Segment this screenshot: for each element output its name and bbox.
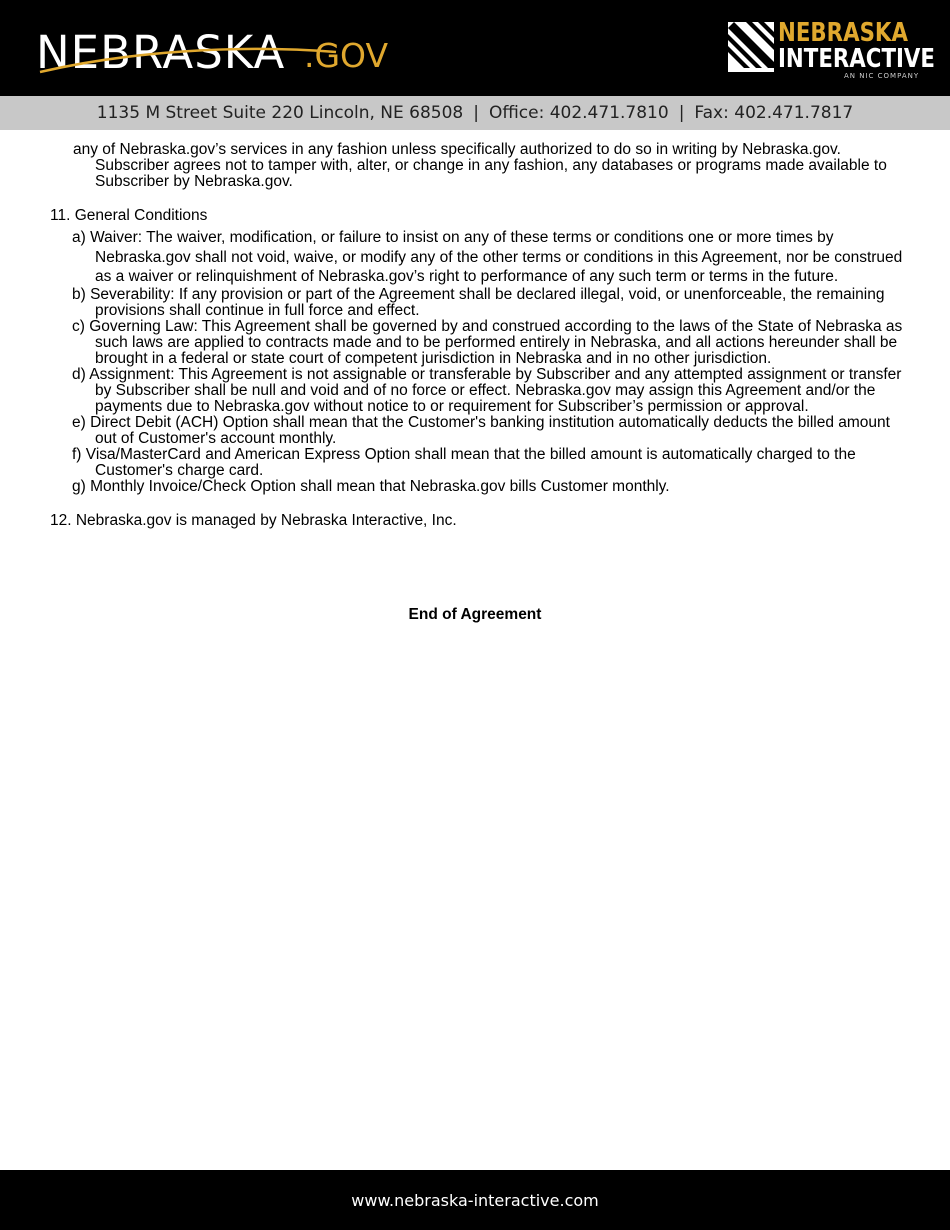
nebraska-interactive-logo [728, 18, 935, 84]
clause-assignment: d) Assignment: This Agreement is not assignable or transferable by Subscriber and any attempted assignment or transfer by Subscriber shall be null and void and of no force or effect. Nebraska.gov may assign this Agreement and/or the payments due to Nebraska.gov without notice to or requirement for Subscriber’s permission or approval. [72, 365, 902, 415]
letterhead-header [0, 0, 950, 96]
partner-name-line2: INTERACTIVE [778, 44, 935, 74]
stripe-mark-icon [728, 22, 774, 72]
street-address: 1135 M Street Suite 220 Lincoln, NE 68508 [96, 103, 464, 123]
partner-name-line1: NEBRASKA [778, 18, 908, 48]
office-phone: Office: 402.471.7810 [488, 103, 669, 123]
section-11-heading: 11. General Conditions [50, 207, 208, 224]
end-of-agreement: End of Agreement [408, 606, 542, 623]
fax-number: Fax: 402.471.7817 [694, 103, 854, 123]
address-bar [0, 96, 950, 130]
website-url: www.nebraska-interactive.com [351, 1190, 599, 1210]
clause-waiver: a) Waiver: The waiver, modification, or failure to insist on any of these terms or conditions one or more times by Nebraska.gov shall not void, waive, or modify any of the other terms or conditions in this Agreement, nor be construed as a waiver or relinquishment of Nebraska.gov’s right to performance of any such term or terms in the future. [72, 229, 903, 285]
nebraska-gov-logo [36, 22, 416, 78]
clause-severability: b) Severability: If any provision or part of the Agreement shall be declared illegal, void, or unenforceable, the remaining provisions shall continue in full force and effect. [72, 285, 885, 319]
clause-governing-law: c) Governing Law: This Agreement shall be governed by and construed according to the laws of the State of Nebraska as such laws are applied to contracts made and to be performed entirely in Nebraska, and all actions hereunder shall be brought in a federal or state court of competent jurisdiction in Nebraska and in no other jurisdiction. [72, 317, 903, 367]
separator: | [678, 103, 685, 123]
letterhead-footer [0, 1170, 950, 1230]
partner-tagline: AN NIC COMPANY [844, 72, 920, 80]
clause-card-option: f) Visa/MasterCard and American Express Option shall mean that the billed amount is automatically charged to the Customer's charge card. [72, 445, 856, 479]
section-12: 12. Nebraska.gov is managed by Nebraska Interactive, Inc. [50, 511, 457, 529]
clause-invoice-option: g) Monthly Invoice/Check Option shall mean that Nebraska.gov bills Customer monthly. [72, 477, 670, 495]
continuation-paragraph: any of Nebraska.gov’s services in any fashion unless specifically authorized to do so in writing by Nebraska.gov. Subscriber agrees not to tamper with, alter, or change in any fashion, any databases or programs made available to Subscriber by Nebraska.gov. [73, 141, 887, 190]
agreement-body [50, 142, 910, 529]
logo-word: NEBRASKA [36, 26, 286, 79]
logo-suffix: .GOV [304, 36, 389, 75]
swoosh-icon [36, 22, 416, 78]
clause-direct-debit: e) Direct Debit (ACH) Option shall mean that the Customer's banking institution automatically deducts the billed amount out of Customer's account monthly. [72, 413, 890, 447]
separator: | [473, 103, 479, 123]
